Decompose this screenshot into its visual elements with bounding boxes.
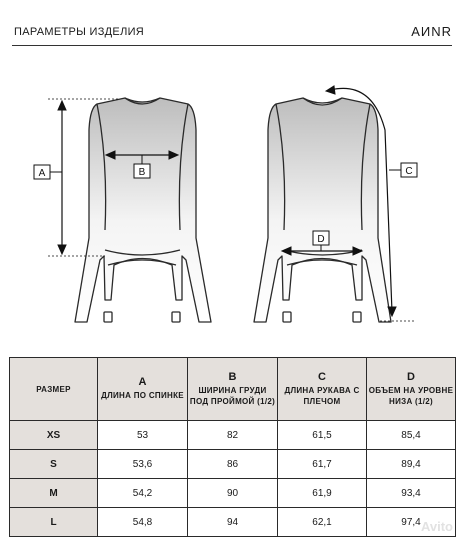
header-divider (12, 45, 452, 46)
cell-d: 89,4 (367, 450, 456, 479)
table-row (10, 450, 456, 479)
brand-logo: AИNR (411, 24, 452, 39)
cell-c: 61,7 (278, 450, 367, 479)
header-c: C ДЛИНА РУКАВА С ПЛЕЧОМ (278, 358, 367, 421)
cell-b: 90 (188, 479, 278, 508)
cell-a: 53,6 (98, 450, 188, 479)
garment-diagram (0, 60, 463, 350)
page-title: ПАРАМЕТРЫ ИЗДЕЛИЯ (14, 26, 145, 38)
cell-size: S (10, 450, 98, 479)
cell-size: M (10, 479, 98, 508)
label-d: D (317, 234, 325, 245)
header-a: A ДЛИНА ПО СПИНКЕ (98, 358, 188, 421)
header-d: D ОБЪЕМ НА УРОВНЕ НИЗА (1/2) (367, 358, 456, 421)
table-row (10, 508, 456, 537)
cell-c: 61,5 (278, 421, 367, 450)
table-header-row (10, 358, 456, 421)
cell-a: 54,2 (98, 479, 188, 508)
cell-d: 85,4 (367, 421, 456, 450)
front-view (75, 98, 211, 322)
front-clip-left (104, 312, 112, 322)
header-b: B ШИРИНА ГРУДИ ПОД ПРОЙМОЙ (1/2) (188, 358, 278, 421)
cell-size: L (10, 508, 98, 537)
size-table (9, 357, 456, 537)
cell-b: 86 (188, 450, 278, 479)
table-row (10, 479, 456, 508)
cell-a: 54,8 (98, 508, 188, 537)
cell-b: 82 (188, 421, 278, 450)
cell-b: 94 (188, 508, 278, 537)
label-c: C (405, 166, 413, 177)
cell-d: 93,4 (367, 479, 456, 508)
watermark: Avito (420, 519, 453, 534)
back-view (254, 98, 391, 322)
cell-size: XS (10, 421, 98, 450)
back-body (254, 98, 391, 322)
front-body (75, 98, 211, 322)
label-b: B (138, 167, 146, 178)
cell-a: 53 (98, 421, 188, 450)
back-clip-right (353, 312, 361, 322)
table-row (10, 421, 456, 450)
front-clip-right (172, 312, 180, 322)
cell-c: 62,1 (278, 508, 367, 537)
cell-c: 61,9 (278, 479, 367, 508)
label-a: A (38, 168, 46, 179)
page-header (12, 22, 452, 42)
back-clip-left (283, 312, 291, 322)
cell-d: 97,4 (367, 508, 456, 537)
header-size: РАЗМЕР (10, 358, 98, 421)
